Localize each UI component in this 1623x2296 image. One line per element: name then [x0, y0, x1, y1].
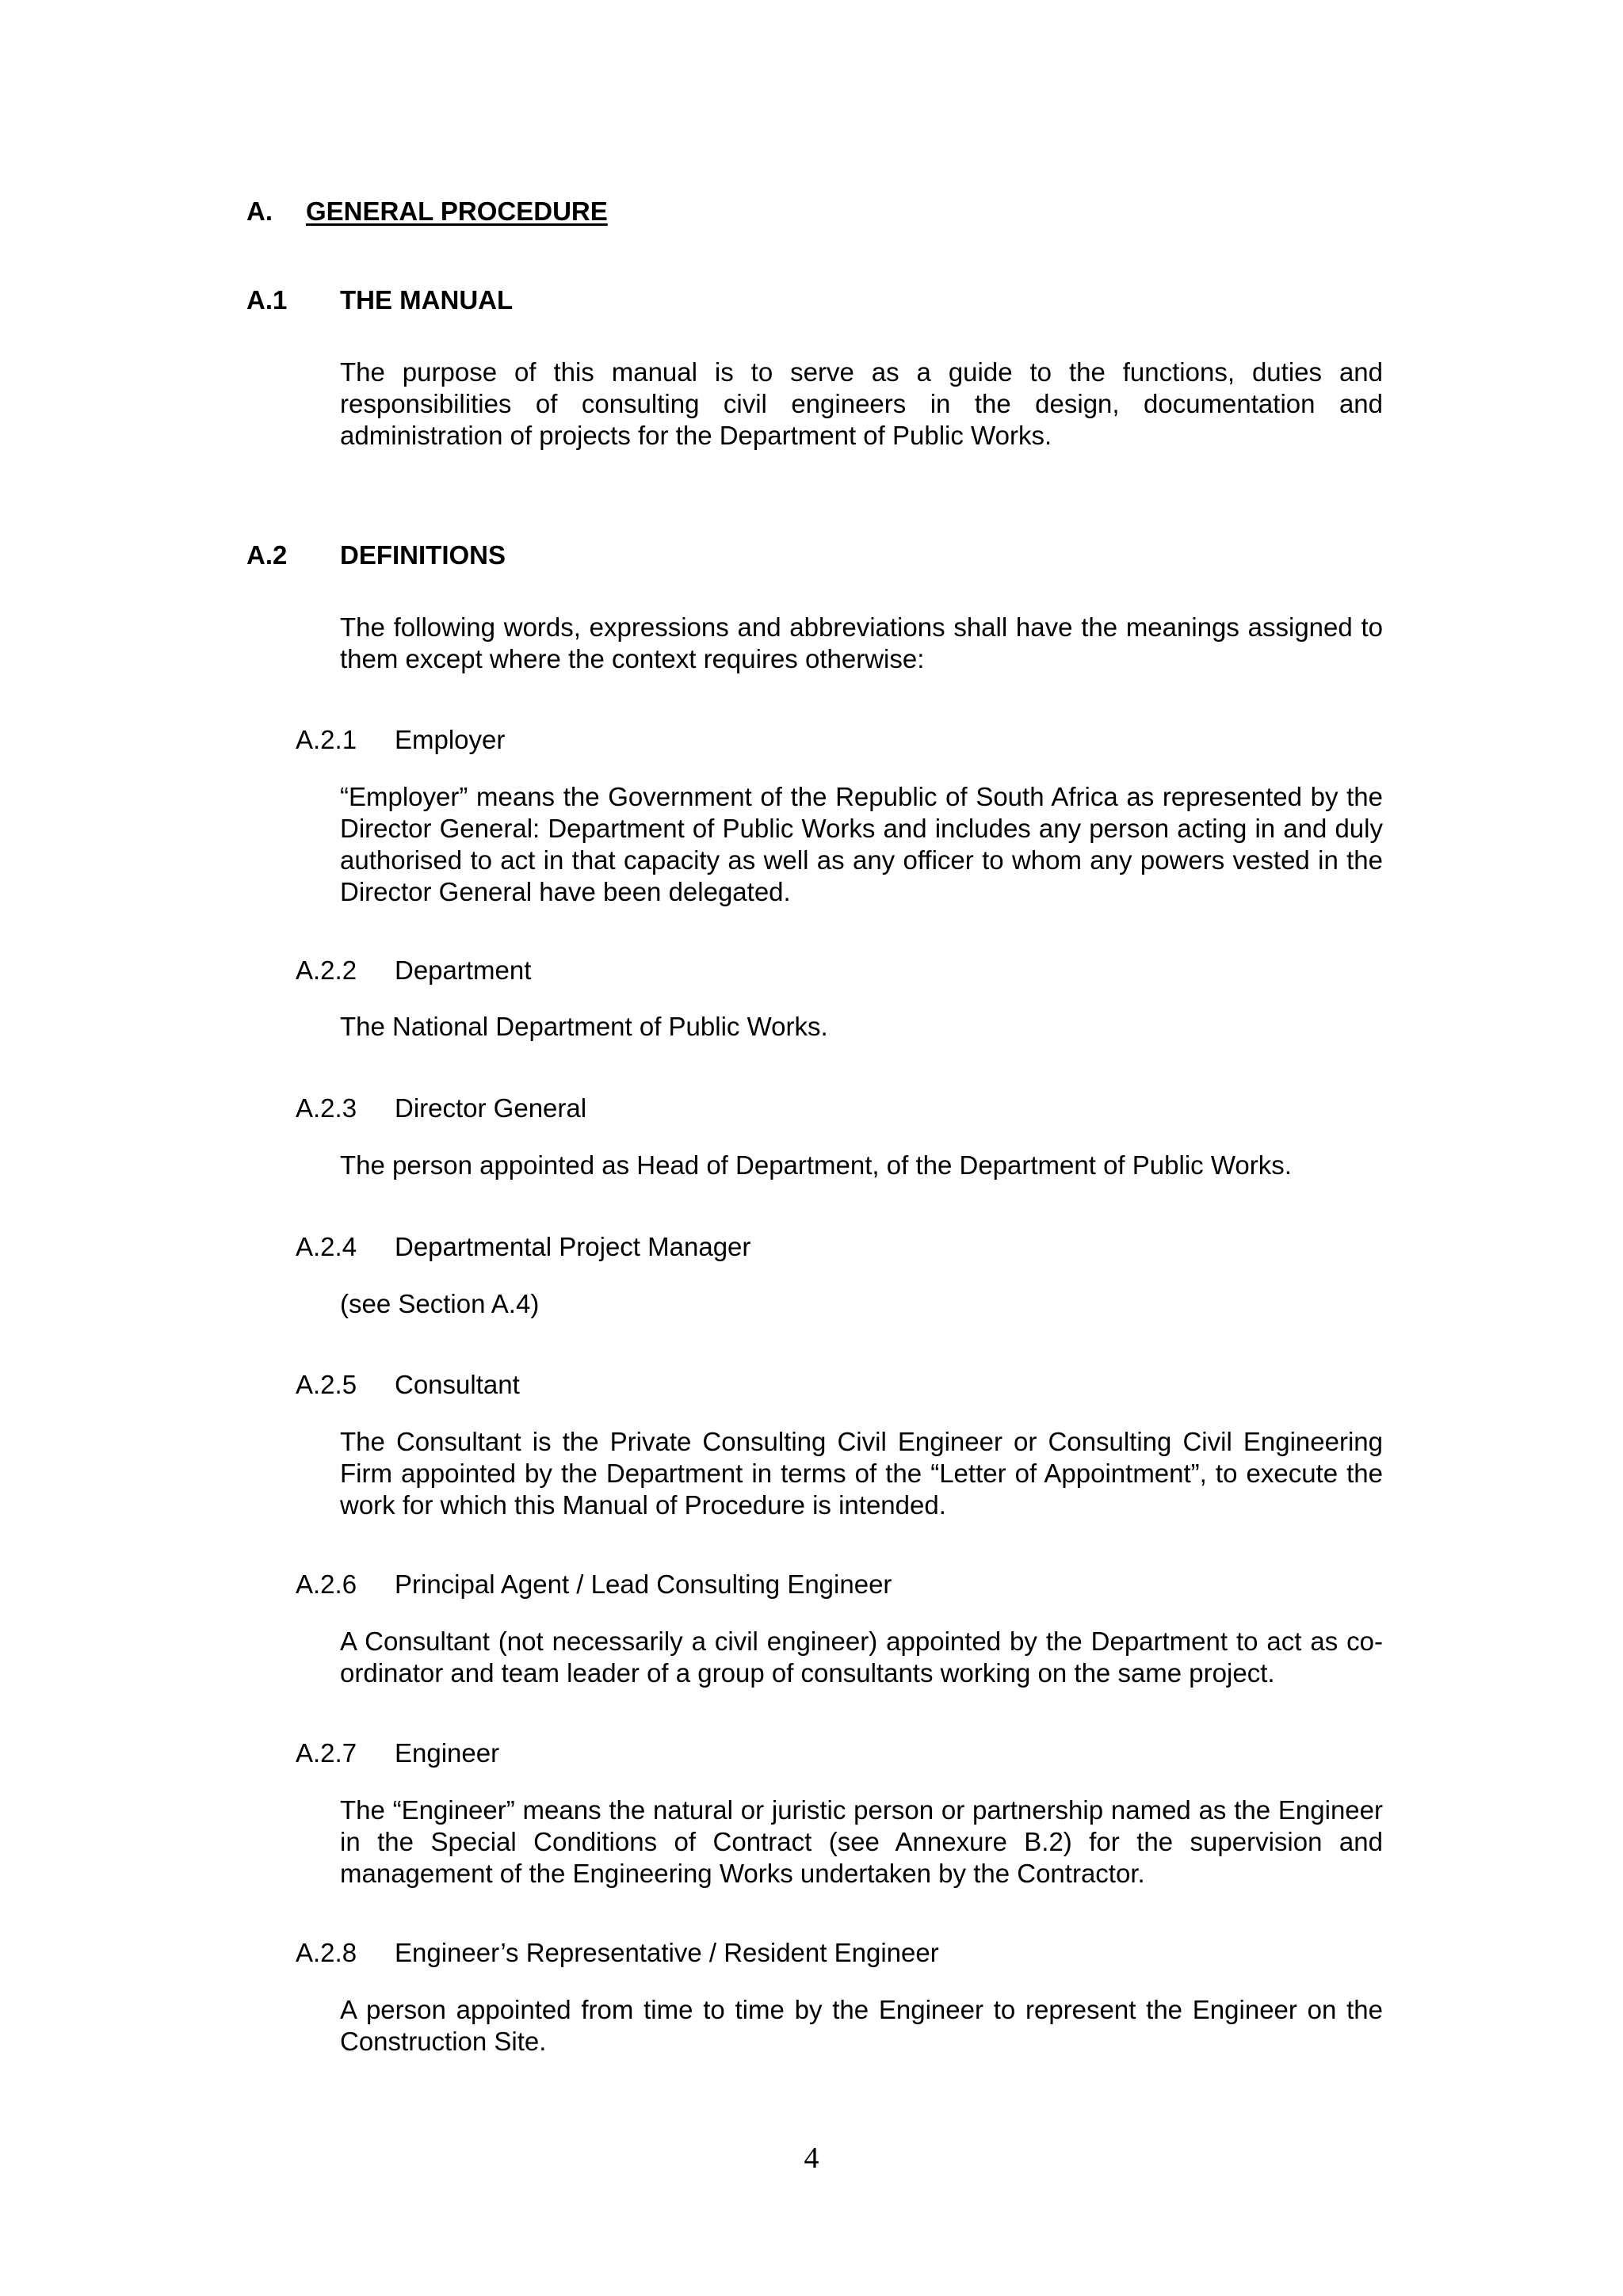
definition-number: A.2.4 — [296, 1232, 357, 1261]
definition-text: The “Engineer” means the natural or juristic person or partnership named as the Engineer in the Special Conditions of Contract (see Annexure B.2) for the supervision and management of the Engineering Works undertaken by the Contractor. — [340, 1795, 1383, 1888]
definition-term: Principal Agent / Lead Consulting Engineer — [395, 1569, 892, 1599]
definition-term: Department — [395, 955, 532, 985]
a2-title: DEFINITIONS — [340, 540, 506, 570]
definition-number: A.2.5 — [296, 1370, 357, 1399]
definition-text: A person appointed from time to time by the Engineer to represent the Engineer on the Construction Site. — [340, 1995, 1383, 2056]
definition-text: The National Department of Public Works. — [340, 1012, 828, 1041]
definition-number: A.2.6 — [296, 1569, 357, 1599]
definition-term: Engineer — [395, 1738, 500, 1768]
a2-number: A.2 — [246, 540, 288, 570]
definition-number: A.2.3 — [296, 1093, 357, 1123]
a1-title: THE MANUAL — [340, 285, 514, 315]
definition-number: A.2.8 — [296, 1938, 357, 1967]
definition-number: A.2.7 — [296, 1738, 357, 1768]
a2-body: The following words, expressions and abbreviations shall have the meanings assigned to them except where the context requires otherwise: — [340, 612, 1383, 673]
definition-text: A Consultant (not necessarily a civil engineer) appointed by the Department to act as co-ordinator and team leader of a group of consultants working on the same project. — [340, 1627, 1383, 1688]
definition-term: Director General — [395, 1093, 587, 1123]
definition-term: Employer — [395, 725, 506, 754]
page-number: 4 — [804, 2142, 819, 2175]
definition-number: A.2.1 — [296, 725, 357, 754]
definition-text: The person appointed as Head of Department, of the Department of Public Works. — [340, 1150, 1292, 1180]
definition-term: Departmental Project Manager — [395, 1232, 751, 1261]
definition-text: The Consultant is the Private Consulting Civil Engineer or Consulting Civil Engineering Firm appointed by the Department in terms of the “Letter of Appointment”, to execute the work for which this Manual of Procedure is intended. — [340, 1427, 1383, 1520]
section-letter: A. — [246, 196, 273, 226]
a1-body: The purpose of this manual is to serve as a guide to the functions, duties and responsibilities of consulting civil engineers in the design, documentation and administration of projects for the Department of Public Works. — [340, 357, 1383, 450]
definition-term: Engineer’s Representative / Resident Engineer — [395, 1938, 939, 1967]
definition-term: Consultant — [395, 1370, 520, 1399]
definition-text: (see Section A.4) — [340, 1289, 540, 1318]
section-title: GENERAL PROCEDURE — [306, 196, 608, 226]
definition-text: “Employer” means the Government of the Republic of South Africa as represented by the Director General: Department of Public Works and includes any person acting in and duly authorised to act in that capacity as well as any officer to whom any powers vested in the Director General have been delegated. — [340, 782, 1383, 906]
a1-number: A.1 — [246, 285, 288, 315]
definition-number: A.2.2 — [296, 955, 357, 985]
